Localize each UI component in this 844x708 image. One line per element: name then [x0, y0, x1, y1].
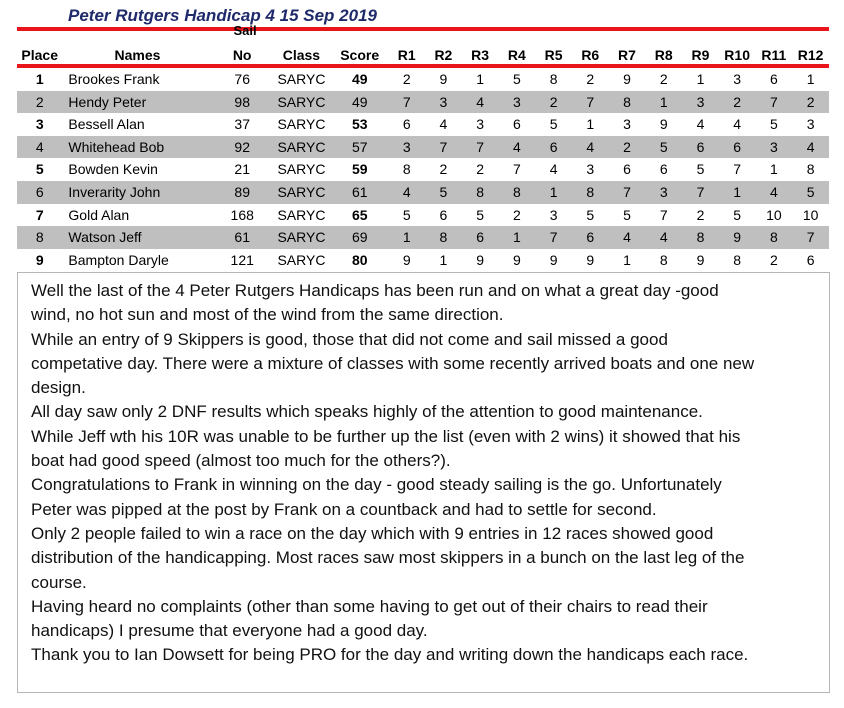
race-result-r1: 2 [402, 71, 411, 87]
score-cell: 53 [351, 116, 368, 133]
table-header [17, 44, 829, 66]
race-result-r11: 1 [770, 161, 778, 178]
race-result-r5: 2 [549, 93, 558, 110]
top-rule [17, 27, 829, 31]
sail-no-cell: 98 [234, 93, 250, 110]
race-result-r2: 4 [439, 116, 448, 133]
place-cell: 2 [35, 93, 44, 110]
race-result-r4: 7 [512, 161, 521, 178]
race-result-r7: 9 [623, 71, 631, 87]
header-r3: R3 [471, 47, 490, 63]
race-result-r11: 3 [770, 138, 778, 155]
race-result-r6: 9 [586, 251, 595, 268]
race-result-r11: 2 [770, 251, 778, 268]
race-result-r9: 3 [696, 93, 705, 110]
race-result-r2: 3 [439, 93, 448, 110]
score-cell: 69 [351, 229, 368, 246]
race-result-r8: 6 [659, 161, 668, 178]
race-result-r11: 7 [770, 93, 778, 110]
sail-no-cell: 21 [234, 161, 250, 178]
race-result-r1: 6 [402, 116, 411, 133]
race-result-r7: 5 [623, 206, 631, 223]
report-line: Having heard no complaints (other than some having to get out of their chairs to read their [31, 596, 708, 616]
race-result-r8: 8 [659, 251, 668, 268]
race-result-r6: 3 [586, 161, 595, 178]
table-row [17, 226, 829, 249]
race-result-r1: 7 [402, 93, 411, 110]
sail-no-cell: 37 [234, 116, 250, 133]
race-result-r4: 4 [512, 138, 521, 155]
score-cell: 57 [351, 138, 368, 155]
name-cell: Hendy Peter [68, 93, 147, 110]
report-line: Thank you to Ian Dowsett for being PRO for the day and writing down the handicaps each race. [31, 645, 749, 665]
header-r5: R5 [544, 47, 563, 63]
race-result-r1: 5 [402, 206, 411, 223]
header-r11: R11 [761, 47, 787, 63]
name-cell: Bessell Alan [68, 116, 145, 133]
header-names: Names [114, 47, 161, 63]
race-result-r2: 1 [439, 251, 448, 268]
name-cell: Bowden Kevin [68, 161, 158, 178]
race-result-r2: 9 [439, 71, 448, 87]
header-score: Score [340, 47, 380, 63]
header-class: Class [282, 47, 321, 63]
report-line: boat had good speed (almost too much for the others?). [31, 451, 451, 471]
header-r8: R8 [654, 47, 673, 63]
race-result-r12: 6 [806, 251, 815, 268]
race-result-r11: 4 [770, 183, 778, 200]
race-result-r9: 6 [696, 138, 705, 155]
race-result-r12: 8 [806, 161, 815, 178]
sail-no-cell: 61 [234, 229, 250, 246]
table-row [17, 204, 829, 227]
race-result-r5: 9 [549, 251, 558, 268]
header-r4: R4 [507, 47, 526, 63]
table-row [17, 68, 829, 91]
race-result-r9: 1 [696, 71, 705, 87]
race-result-r3: 6 [476, 229, 485, 246]
race-result-r10: 3 [733, 71, 742, 87]
race-result-r5: 4 [549, 161, 558, 178]
race-result-r3: 3 [476, 116, 485, 133]
race-result-r9: 7 [696, 183, 705, 200]
score-cell: 80 [351, 251, 368, 268]
race-result-r3: 8 [476, 183, 485, 200]
report-line: Peter was pipped at the post by Frank on a countback and had to settle for second. [31, 499, 657, 519]
name-cell: Brookes Frank [68, 71, 160, 87]
class-cell: SARYC [277, 93, 326, 110]
race-result-r5: 5 [549, 116, 558, 133]
race-result-r5: 3 [549, 206, 558, 223]
race-result-r8: 3 [659, 183, 668, 200]
table-row [17, 136, 829, 159]
race-result-r8: 1 [659, 93, 668, 110]
table-row [17, 158, 829, 181]
race-result-r10: 4 [733, 116, 742, 133]
race-result-r10: 6 [733, 138, 742, 155]
race-result-r7: 6 [623, 161, 631, 178]
report-line: wind, no hot sun and most of the wind from the same direction. [31, 305, 504, 325]
race-result-r4: 2 [512, 206, 521, 223]
race-result-r2: 6 [439, 206, 448, 223]
race-result-r9: 8 [696, 229, 705, 246]
results-table [17, 68, 829, 271]
race-result-r5: 8 [549, 71, 558, 87]
race-result-r7: 7 [623, 183, 631, 200]
race-result-r7: 2 [623, 138, 631, 155]
score-cell: 65 [351, 206, 368, 223]
race-result-r2: 8 [439, 229, 448, 246]
race-result-r6: 5 [586, 206, 595, 223]
race-result-r6: 1 [586, 116, 595, 133]
header-r10: R10 [724, 47, 750, 63]
race-result-r1: 4 [402, 183, 411, 200]
report-line: Only 2 people failed to win a race on the day which with 9 entries in 12 races showed good [31, 523, 714, 543]
name-cell: Gold Alan [68, 206, 130, 223]
race-report [17, 272, 830, 693]
race-result-r3: 1 [476, 71, 485, 87]
name-cell: Inverarity John [68, 183, 161, 200]
header-r9: R9 [691, 47, 710, 63]
race-result-r7: 3 [623, 116, 631, 133]
class-cell: SARYC [277, 116, 326, 133]
race-result-r7: 4 [623, 229, 631, 246]
sail-no-cell: 92 [234, 138, 250, 155]
score-cell: 61 [351, 183, 368, 200]
race-result-r4: 5 [512, 71, 521, 87]
race-result-r9: 5 [696, 161, 705, 178]
race-result-r12: 3 [806, 116, 815, 133]
header-r7: R7 [618, 47, 636, 63]
header-r6: R6 [581, 47, 600, 63]
report-line: course. [31, 572, 87, 592]
race-result-r5: 7 [549, 229, 558, 246]
sail-no-cell: 89 [234, 183, 250, 200]
header-r1: R1 [397, 47, 416, 63]
score-cell: 49 [351, 93, 368, 110]
race-result-r3: 2 [476, 161, 485, 178]
race-result-r1: 1 [402, 229, 411, 246]
class-cell: SARYC [277, 183, 326, 200]
place-cell: 8 [35, 229, 44, 246]
class-cell: SARYC [277, 206, 326, 223]
report-line: Well the last of the 4 Peter Rutgers Handicaps has been run and on what a great day -good [31, 281, 719, 300]
race-result-r7: 8 [623, 93, 631, 110]
race-result-r5: 1 [549, 183, 558, 200]
header-r2: R2 [434, 47, 453, 63]
race-result-r2: 7 [439, 138, 448, 155]
race-result-r9: 4 [696, 116, 705, 133]
place-cell: 7 [35, 206, 44, 223]
header-r12: R12 [797, 47, 824, 63]
race-result-r9: 2 [696, 206, 705, 223]
race-result-r6: 2 [586, 71, 595, 87]
race-result-r11: 6 [770, 71, 778, 87]
race-result-r3: 5 [476, 206, 485, 223]
place-cell: 1 [35, 71, 44, 87]
sail-no-cell: 168 [230, 206, 254, 223]
race-result-r4: 8 [512, 183, 521, 200]
race-result-r4: 6 [512, 116, 521, 133]
place-cell: 5 [35, 161, 44, 178]
race-result-r12: 5 [806, 183, 815, 200]
name-cell: Bampton Daryle [68, 251, 169, 268]
race-result-r3: 7 [476, 138, 485, 155]
table-row [17, 91, 829, 114]
table-row [17, 113, 829, 136]
name-cell: Whitehead Bob [68, 138, 165, 155]
race-result-r4: 3 [512, 93, 521, 110]
header-place: Place [21, 47, 58, 63]
race-result-r8: 4 [659, 229, 668, 246]
race-result-r10: 1 [733, 183, 742, 200]
table-row [17, 249, 829, 272]
race-result-r3: 9 [476, 251, 485, 268]
race-result-r4: 9 [512, 251, 521, 268]
place-cell: 3 [35, 116, 44, 133]
race-result-r8: 7 [659, 206, 668, 223]
race-result-r6: 4 [586, 138, 595, 155]
race-result-r6: 8 [586, 183, 595, 200]
race-result-r11: 8 [770, 229, 778, 246]
race-result-r5: 6 [549, 138, 558, 155]
race-result-r9: 9 [696, 251, 705, 268]
race-result-r10: 7 [733, 161, 742, 178]
race-result-r1: 8 [402, 161, 411, 178]
race-result-r8: 9 [659, 116, 668, 133]
class-cell: SARYC [277, 251, 326, 268]
place-cell: 9 [35, 251, 44, 268]
race-result-r1: 3 [402, 138, 411, 155]
race-result-r6: 7 [586, 93, 595, 110]
race-result-r11: 10 [766, 206, 782, 223]
score-cell: 49 [351, 71, 368, 87]
sail-no-cell: 76 [234, 71, 250, 87]
place-cell: 4 [35, 138, 44, 155]
report-line: Congratulations to Frank in winning on the day - good steady sailing is the go. Unfortunately [31, 475, 722, 495]
class-cell: SARYC [277, 161, 326, 178]
place-cell: 6 [35, 183, 44, 200]
report-line: While Jeff wth his 10R was unable to be further up the list (even with 2 wins) it showed that his [31, 426, 741, 446]
table-row [17, 181, 829, 204]
report-line: handicaps) I presume that everyone had a good day. [31, 621, 428, 641]
race-result-r12: 7 [806, 229, 815, 246]
race-result-r1: 9 [402, 251, 411, 268]
score-cell: 59 [351, 161, 368, 178]
class-cell: SARYC [277, 138, 326, 155]
race-result-r6: 6 [586, 229, 595, 246]
race-result-r12: 10 [802, 206, 819, 223]
report-line: All day saw only 2 DNF results which speaks highly of the attention to good maintenance. [31, 402, 703, 422]
sail-no-cell: 121 [230, 251, 254, 268]
race-result-r4: 1 [512, 229, 521, 246]
race-result-r3: 4 [476, 93, 485, 110]
race-result-r2: 5 [439, 183, 448, 200]
page-title: Peter Rutgers Handicap 4 15 Sep 2019 [68, 6, 377, 25]
race-result-r10: 9 [733, 229, 742, 246]
race-result-r10: 2 [733, 93, 742, 110]
race-result-r12: 4 [806, 138, 815, 155]
race-result-r12: 1 [806, 71, 815, 87]
class-cell: SARYC [277, 229, 326, 246]
report-line: design. [31, 378, 86, 398]
report-line: While an entry of 9 Skippers is good, those that did not come and sail missed a good [31, 329, 668, 349]
race-result-r11: 5 [770, 116, 778, 133]
race-result-r10: 5 [733, 206, 742, 223]
name-cell: Watson Jeff [68, 229, 142, 246]
race-result-r7: 1 [623, 251, 631, 268]
race-result-r12: 2 [806, 93, 815, 110]
header-sail-top: Sail [233, 24, 257, 36]
race-result-r10: 8 [733, 251, 742, 268]
report-line: competative day. There were a mixture of classes with some recently arrived boats and one new [31, 353, 755, 373]
report-line: distribution of the handicapping. Most races saw most skippers in a bunch on the last leg of the [31, 548, 745, 568]
class-cell: SARYC [277, 71, 326, 87]
race-result-r2: 2 [439, 161, 448, 178]
race-result-r8: 5 [659, 138, 668, 155]
race-result-r8: 2 [659, 71, 668, 87]
header-sail-no: No [232, 47, 252, 63]
